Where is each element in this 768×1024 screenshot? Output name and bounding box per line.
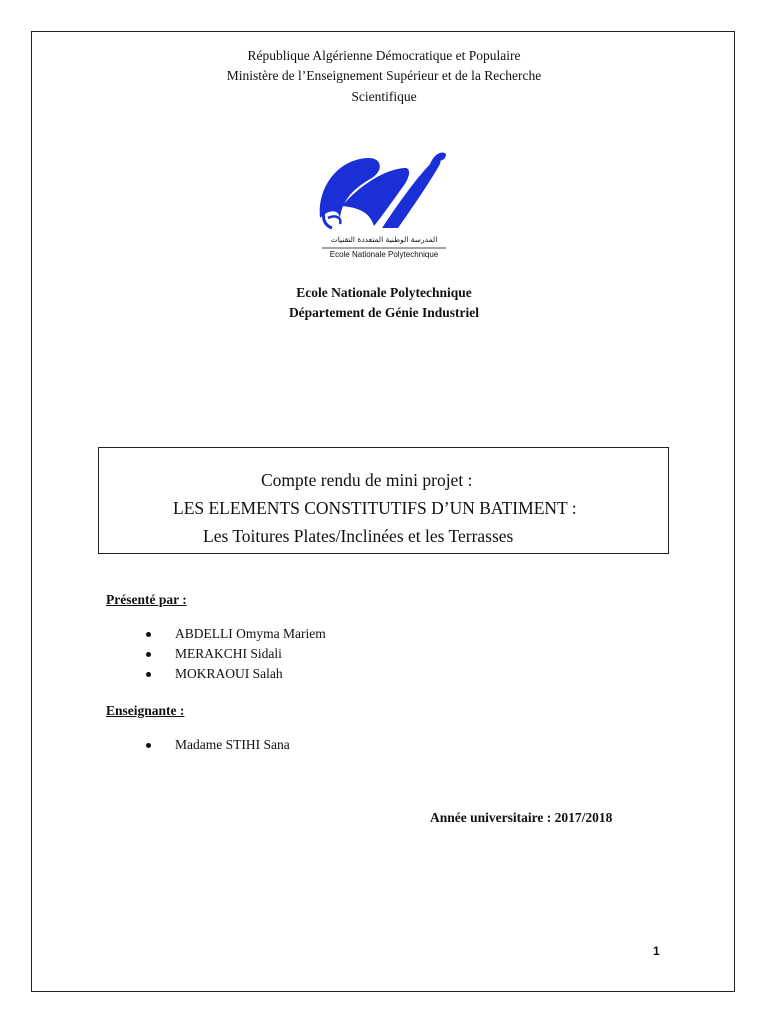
title-box	[98, 447, 669, 554]
title-line-2: LES ELEMENTS CONSTITUTIFS D’UN BATIMENT :	[173, 498, 577, 518]
list-item: Madame STIHI Sana	[149, 737, 290, 753]
bullet	[146, 652, 151, 657]
list-item: ABDELLI Omyma Mariem	[149, 626, 326, 642]
list-item: MERAKCHI Sidali	[149, 646, 282, 662]
header-line-scientific: Scientifique	[351, 89, 417, 104]
logo-latin-text: Ecole Nationale Polytechnique	[329, 250, 439, 259]
presented-by-label: Présenté par :	[106, 592, 187, 607]
header-line-republic: République Algérienne Démocratique et Populaire	[247, 48, 521, 63]
enp-logo	[312, 148, 456, 264]
teacher-label: Enseignante :	[106, 703, 185, 718]
bullet	[146, 632, 151, 637]
bullet	[146, 743, 151, 748]
page-number: 1	[653, 944, 660, 958]
bullet	[146, 672, 151, 677]
school-name: Ecole Nationale Polytechnique	[296, 285, 472, 300]
title-line-3: Les Toitures Plates/Inclinées et les Terrasses	[203, 526, 514, 546]
academic-year: Année universitaire : 2017/2018	[430, 810, 613, 825]
logo-arabic-text: المدرسة الوطنية المتعددة التقنيات	[330, 235, 438, 244]
list-item: MOKRAOUI Salah	[149, 666, 283, 682]
department-name: Département de Génie Industriel	[288, 305, 480, 320]
header-line-ministry: Ministère de l’Enseignement Supérieur et de la Recherche	[226, 68, 542, 83]
title-line-1: Compte rendu de mini projet :	[261, 470, 473, 490]
